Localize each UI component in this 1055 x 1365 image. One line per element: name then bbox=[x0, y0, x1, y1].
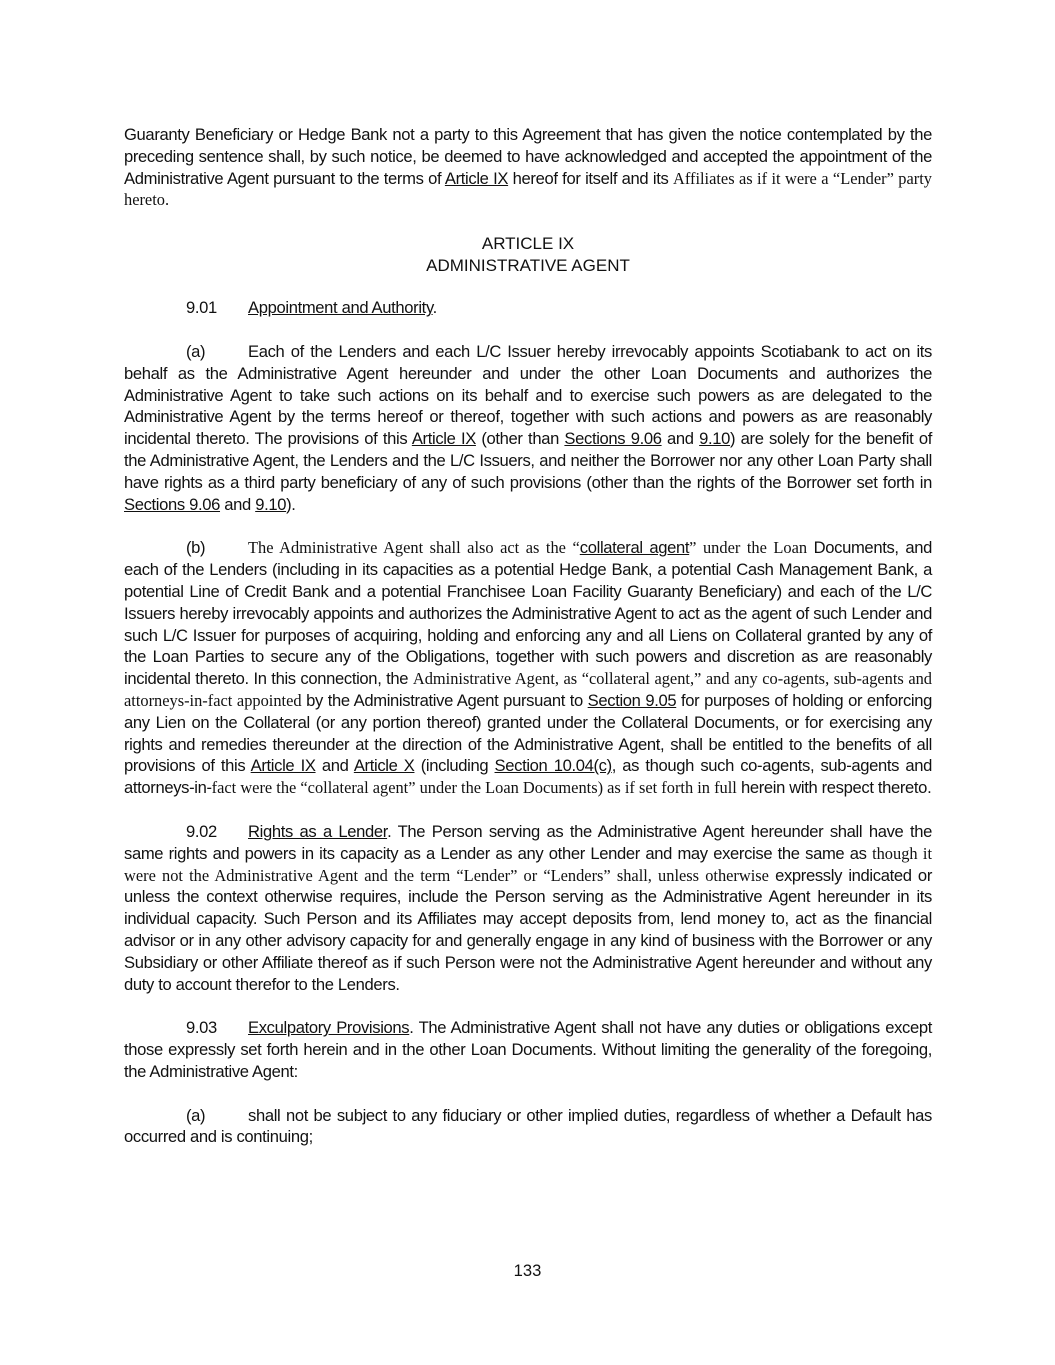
intro-paragraph: Guaranty Beneficiary or Hedge Bank not a party to this Agreement that has given the notice contemplated by the preceding sentence shall, by such notice, be deemed to have acknowledged and accepted the appointment of the Administrative Agent pursuant to the terms of Article IX hereof for itself and its Affiliates as if it were a “Lender” party hereto. bbox=[124, 125, 932, 210]
section-9-10-reference[interactable]: 9.10 bbox=[255, 494, 287, 514]
section-9-01-b: (b) The Administrative Agent shall also act as the “collateral agent” under the Loan Documents, and each of the Lenders (including in its capacities as a potential Hedge Bank, a potential Cash Management Bank, a potential Line of Credit Bank and a potential Franchisee Loan Facility Guaranty Beneficiary) and each of the L/C Issuers hereby irrevocably appoints and authorizes the Administrative Agent to act as the agent of such Lender and such L/C Issuer for purposes of acquiring, holding and enforcing any and all Liens on Collateral granted by any of the Loan Parties to secure any of the Obligations, together with such powers and discretion as are reasonably incidental thereto. In this connection, the Administrative Agent, as “collateral agent,” and any co-agents, sub-agents and attorneys-in-fact appointed by the Administrative Agent pursuant to Section 9.05 for purposes of holding or enforcing any Lien on the Collateral (or any portion thereof) granted under the Collateral Documents, or for exercising any rights and remedies thereunder at the direction of the Administrative Agent, shall be entitled to the benefits of all provisions of this Article IX and Article X (including Section 10.04(c), as though such co-agents, sub-agents and attorneys-in-fact were the “collateral agent” under the Loan Documents) as if set forth in full herein with respect thereto. bbox=[124, 538, 933, 798]
section-9-10-reference[interactable]: 9.10 bbox=[699, 429, 731, 449]
section-9-03-a: (a) shall not be subject to any fiduciary or other implied duties, regardless of whether a Default has occurred and is continuing; bbox=[124, 1105, 932, 1147]
clause-label: (a) bbox=[186, 341, 206, 361]
page-number: 133 bbox=[513, 1261, 542, 1280]
section-9-06-reference[interactable]: Sections 9.06 bbox=[124, 494, 221, 514]
section-10-04-c-reference[interactable]: Section 10.04(c) bbox=[494, 756, 612, 776]
section-title: Exculpatory Provisions bbox=[248, 1018, 410, 1038]
article-ix-reference[interactable]: Article IX bbox=[444, 168, 509, 188]
article-ix-reference[interactable]: Article IX bbox=[250, 756, 316, 776]
article-ix-reference[interactable]: Article IX bbox=[411, 429, 476, 449]
document-page bbox=[124, 124, 932, 1148]
article-title: ADMINISTRATIVE AGENT bbox=[426, 256, 630, 276]
section-9-05-reference[interactable]: Section 9.05 bbox=[587, 690, 677, 710]
section-number: 9.03 bbox=[186, 1018, 217, 1038]
section-title: Rights as a Lender bbox=[248, 821, 388, 841]
section-9-02: 9.02 Rights as a Lender. The Person serving as the Administrative Agent hereunder shall have the same rights and powers in its capacity as a Lender as any other Lender and may exercise the same as though it were not the Administrative Agent and the term “Lender” or “Lenders” shall, unless otherwise expressly indicated or unless the context otherwise requires, include the Person serving as the Administrative Agent hereunder in its individual capacity. Such Person and its Affiliates may accept deposits from, lend money to, act as the financial advisor or in any other advisory capacity for and generally engage in any kind of business with the Borrower or any Subsidiary or other Affiliate thereof as if such Person were not the Administrative Agent hereunder and without any duty to account therefor to the Lenders. bbox=[124, 821, 933, 994]
section-number: 9.02 bbox=[186, 821, 217, 841]
clause-label: (a) bbox=[186, 1105, 206, 1125]
clause-label: (b) bbox=[186, 538, 206, 558]
collateral-agent-term: collateral agent bbox=[579, 538, 690, 558]
article-number: ARTICLE IX bbox=[481, 234, 575, 254]
article-x-reference[interactable]: Article X bbox=[353, 756, 415, 776]
section-9-06-reference[interactable]: Sections 9.06 bbox=[564, 429, 662, 449]
section-number: 9.01 bbox=[186, 298, 217, 318]
section-9-01-heading: 9.01 Appointment and Authority. bbox=[186, 298, 437, 318]
section-9-01-a: (a) Each of the Lenders and each L/C Issuer hereby irrevocably appoints Scotiabank to act on its behalf as the Administrative Agent hereunder and under the other Loan Documents and authorizes the Administrative Agent to take such actions on its behalf and to exercise such powers as are delegated to the Administrative Agent by the terms hereof or thereof, together with such actions and powers as are reasonably incidental thereto. The provisions of this Article IX (other than Sections 9.06 and 9.10) are solely for the benefit of the Administrative Agent, the Lenders and the L/C Issuers, and neither the Borrower nor any other Loan Party shall have rights as a third party beneficiary of any of such provisions (other than the rights of the Borrower set forth in Sections 9.06 and 9.10). bbox=[124, 341, 932, 514]
section-9-03: 9.03 Exculpatory Provisions. The Administrative Agent shall not have any duties or obligations except those expressly set forth herein and in the other Loan Documents. Without limiting the generality of the foregoing, the Administrative Agent: bbox=[124, 1018, 932, 1081]
section-title: Appointment and Authority bbox=[248, 298, 433, 318]
